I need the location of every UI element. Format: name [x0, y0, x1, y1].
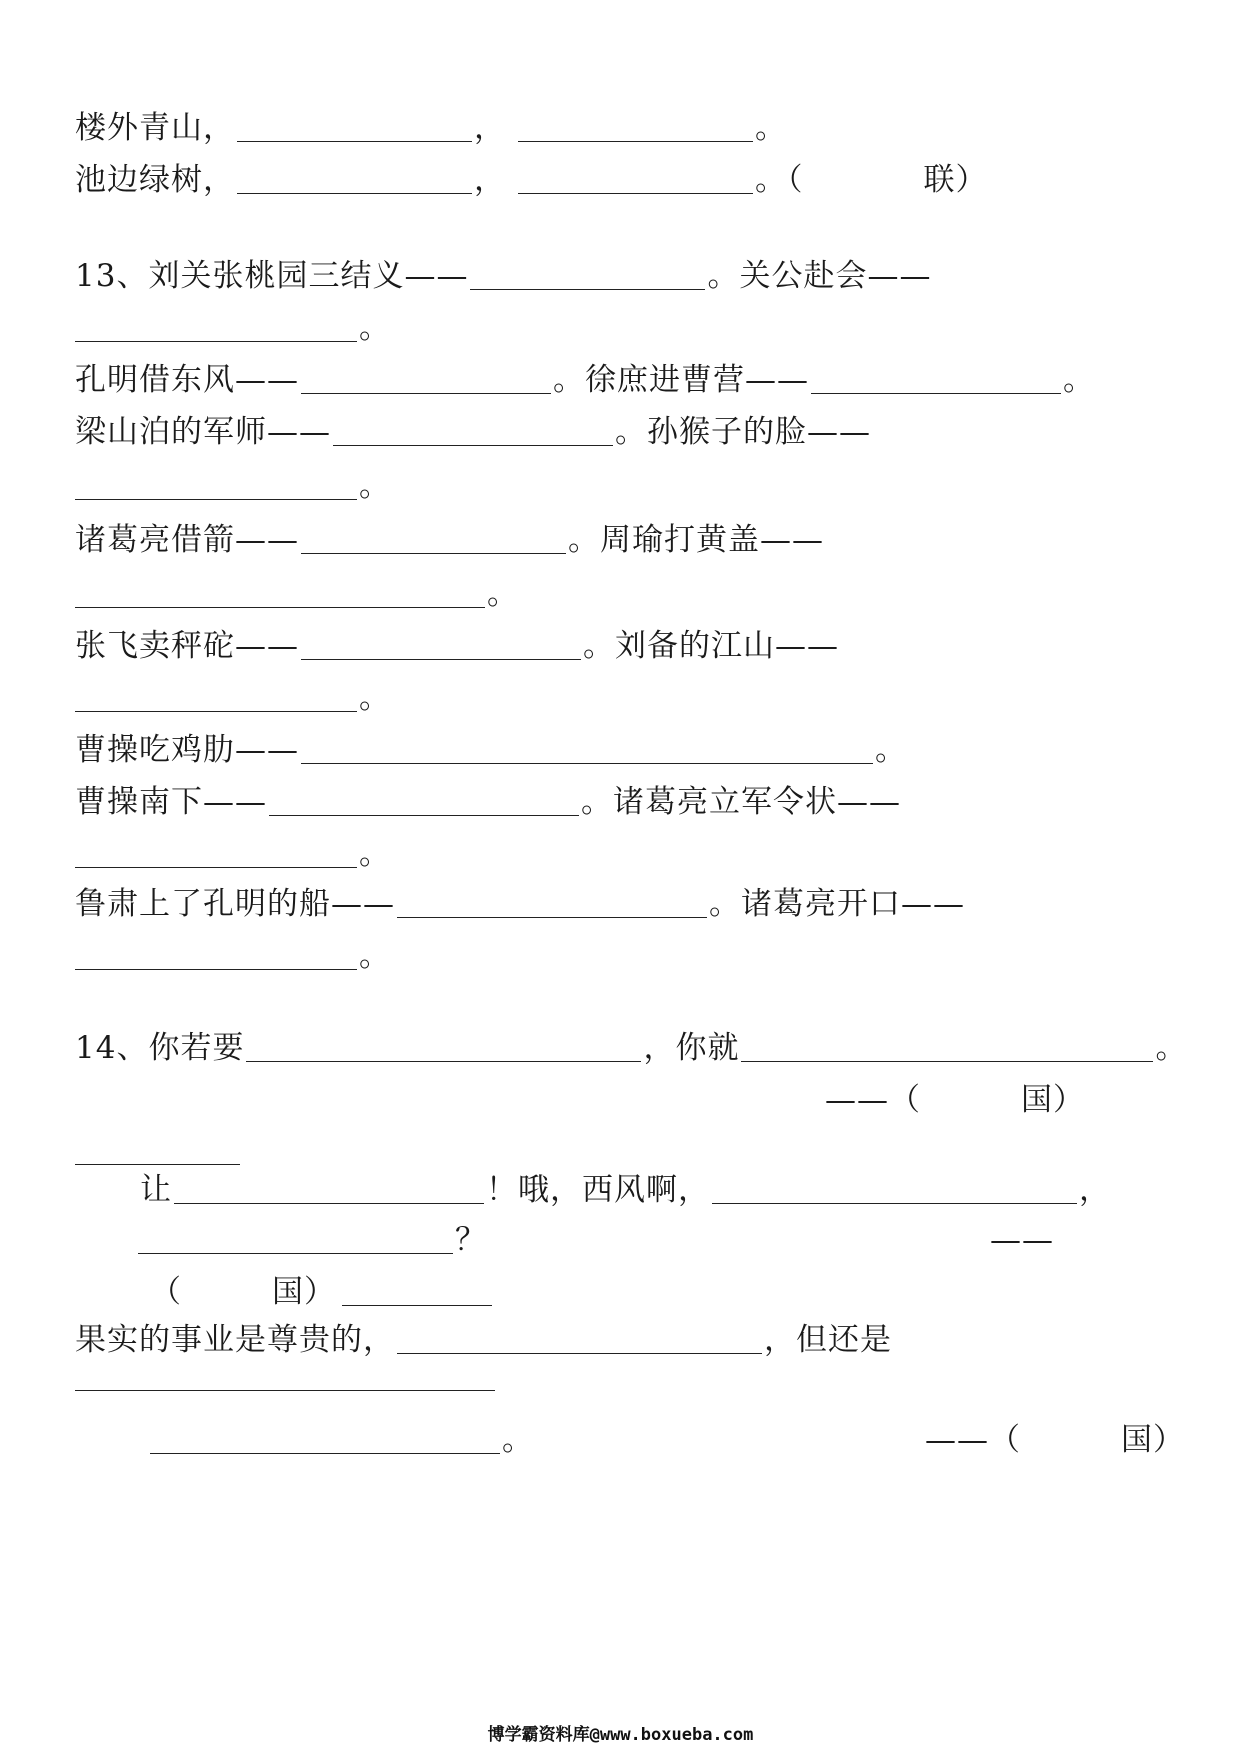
- q12-line2-start: 池边绿树，: [75, 162, 235, 198]
- q13-item: 孔明借东风——: [75, 362, 299, 398]
- period: 。: [1063, 362, 1095, 398]
- period: 。: [359, 468, 391, 504]
- answer-blank[interactable]: [75, 311, 357, 342]
- q14-line1-start: 14、你若要: [75, 1030, 245, 1066]
- answer-blank[interactable]: [237, 111, 472, 142]
- q14-line1-end: 。: [1155, 1030, 1188, 1066]
- answer-blank[interactable]: [138, 1223, 453, 1254]
- period: 。: [615, 414, 647, 450]
- period: 。: [487, 576, 519, 612]
- q13-line-11: [75, 774, 901, 822]
- answer-blank[interactable]: [75, 837, 357, 868]
- q14-line3-dash: [990, 1212, 1054, 1260]
- period: 。: [568, 522, 600, 558]
- q13-line-14: [75, 928, 391, 976]
- q14-attr1-tail: 国）: [1021, 1082, 1085, 1118]
- q12-line2-end: 。（: [755, 162, 804, 198]
- q14-attr2-tail: 国）: [272, 1274, 336, 1310]
- answer-blank[interactable]: [397, 887, 707, 918]
- period: 。: [359, 938, 391, 974]
- q13-p1-end: 。关公赴会——: [707, 258, 932, 294]
- q12-line-2: [75, 152, 988, 200]
- q13-line-9: [75, 670, 391, 718]
- period: 。: [553, 362, 585, 398]
- period: 。: [359, 680, 391, 716]
- q12-line1-comma: ，: [474, 110, 506, 146]
- q13-item: 诸葛亮立军令状——: [613, 784, 901, 820]
- q13-line-10: [75, 722, 907, 770]
- q13-item: 张飞卖秤砣——: [75, 628, 299, 664]
- period: 。: [583, 628, 615, 664]
- answer-blank[interactable]: [150, 1423, 500, 1454]
- q13-item: 梁山泊的军师——: [75, 414, 331, 450]
- q13-item: 曹操吃鸡肋——: [75, 732, 299, 768]
- q13-item: 刘备的江山——: [615, 628, 839, 664]
- answer-blank[interactable]: [174, 1173, 484, 1204]
- answer-blank[interactable]: [397, 1323, 762, 1354]
- answer-blank[interactable]: [237, 163, 472, 194]
- q14-line3-end: ？: [455, 1222, 487, 1258]
- q13-line-13: [75, 876, 965, 924]
- q13-line-8: [75, 618, 839, 666]
- q13-item: 曹操南下——: [75, 784, 267, 820]
- q14-attr1-dash: ——（: [825, 1082, 921, 1118]
- answer-blank[interactable]: [342, 1275, 492, 1306]
- period: 。: [875, 732, 907, 768]
- answer-blank[interactable]: [75, 469, 357, 500]
- answer-blank[interactable]: [301, 733, 873, 764]
- q14-line2-end: ，: [1079, 1172, 1111, 1208]
- q13-intro: 13、刘关张桃园三结义——: [75, 258, 469, 294]
- q13-line-4: [75, 404, 871, 452]
- answer-blank[interactable]: [75, 681, 357, 712]
- q14-line-1: [75, 1020, 1187, 1068]
- answer-blank[interactable]: [470, 259, 705, 290]
- answer-blank[interactable]: [269, 785, 579, 816]
- q13-item: 鲁肃上了孔明的船——: [75, 886, 395, 922]
- q12-line1-start: 楼外青山，: [75, 110, 235, 146]
- answer-blank[interactable]: [811, 363, 1061, 394]
- q12-line-1: [75, 100, 787, 148]
- period: 。: [359, 836, 391, 872]
- q14-line1-mid: ，你就: [643, 1030, 740, 1066]
- q13-line-6: [75, 512, 824, 560]
- q13-item: 徐庶进曹营——: [585, 362, 809, 398]
- q14-attribution-2: [150, 1264, 494, 1312]
- answer-blank[interactable]: [246, 1031, 641, 1062]
- answer-blank[interactable]: [75, 939, 357, 970]
- q12-line2-tail: 联）: [923, 162, 988, 198]
- q14-line4-start: 果实的事业是尊贵的，: [75, 1322, 395, 1358]
- q12-line2-comma: ，: [474, 162, 506, 198]
- q14-line-5: [150, 1412, 534, 1460]
- q14-line-2: [140, 1162, 1111, 1210]
- q14-line2-start: 让: [140, 1172, 172, 1208]
- q13-line-12: [75, 826, 391, 874]
- q14-attribution-3: [925, 1412, 1185, 1460]
- q13-line-7: [75, 566, 519, 614]
- q13-item: 诸葛亮借箭——: [75, 522, 299, 558]
- q13-line-2: [75, 300, 391, 348]
- answer-blank[interactable]: [518, 163, 753, 194]
- answer-blank[interactable]: [518, 111, 753, 142]
- q14-line-4: [75, 1312, 892, 1360]
- q13-item: 诸葛亮开口——: [741, 886, 965, 922]
- answer-blank[interactable]: [741, 1031, 1153, 1062]
- period: 。: [709, 886, 741, 922]
- answer-blank[interactable]: [75, 577, 485, 608]
- q12-line1-end: 。: [755, 110, 787, 146]
- answer-blank[interactable]: [333, 415, 613, 446]
- period: 。: [359, 310, 391, 346]
- q13-line-1: [75, 248, 931, 296]
- answer-blank[interactable]: [712, 1173, 1077, 1204]
- q13-line-3: [75, 352, 1095, 400]
- q14-attr2-open: （: [150, 1274, 182, 1310]
- answer-blank[interactable]: [301, 523, 566, 554]
- footer-watermark: 博学霸资料库@www.boxueba.com: [487, 1725, 754, 1745]
- period: 。: [581, 784, 613, 820]
- answer-blank[interactable]: [301, 363, 551, 394]
- q14-line3-dash-text: ——: [990, 1222, 1054, 1258]
- q13-item: 孙猴子的脸——: [647, 414, 871, 450]
- answer-blank[interactable]: [301, 629, 581, 660]
- answer-blank[interactable]: [75, 1388, 495, 1391]
- q14-line5-end: 。: [502, 1422, 534, 1458]
- q14-line-3: [138, 1212, 487, 1260]
- q13-item: 周瑜打黄盖——: [600, 522, 824, 558]
- q14-attr3-dash: ——（: [925, 1422, 1021, 1458]
- q14-attribution-1: [825, 1072, 1085, 1120]
- q14-attr3-tail: 国）: [1121, 1422, 1185, 1458]
- q13-line-5: [75, 458, 391, 506]
- q14-line2-mid: ！哦，西风啊，: [486, 1172, 710, 1208]
- q14-line4-end: ，但还是: [764, 1322, 892, 1358]
